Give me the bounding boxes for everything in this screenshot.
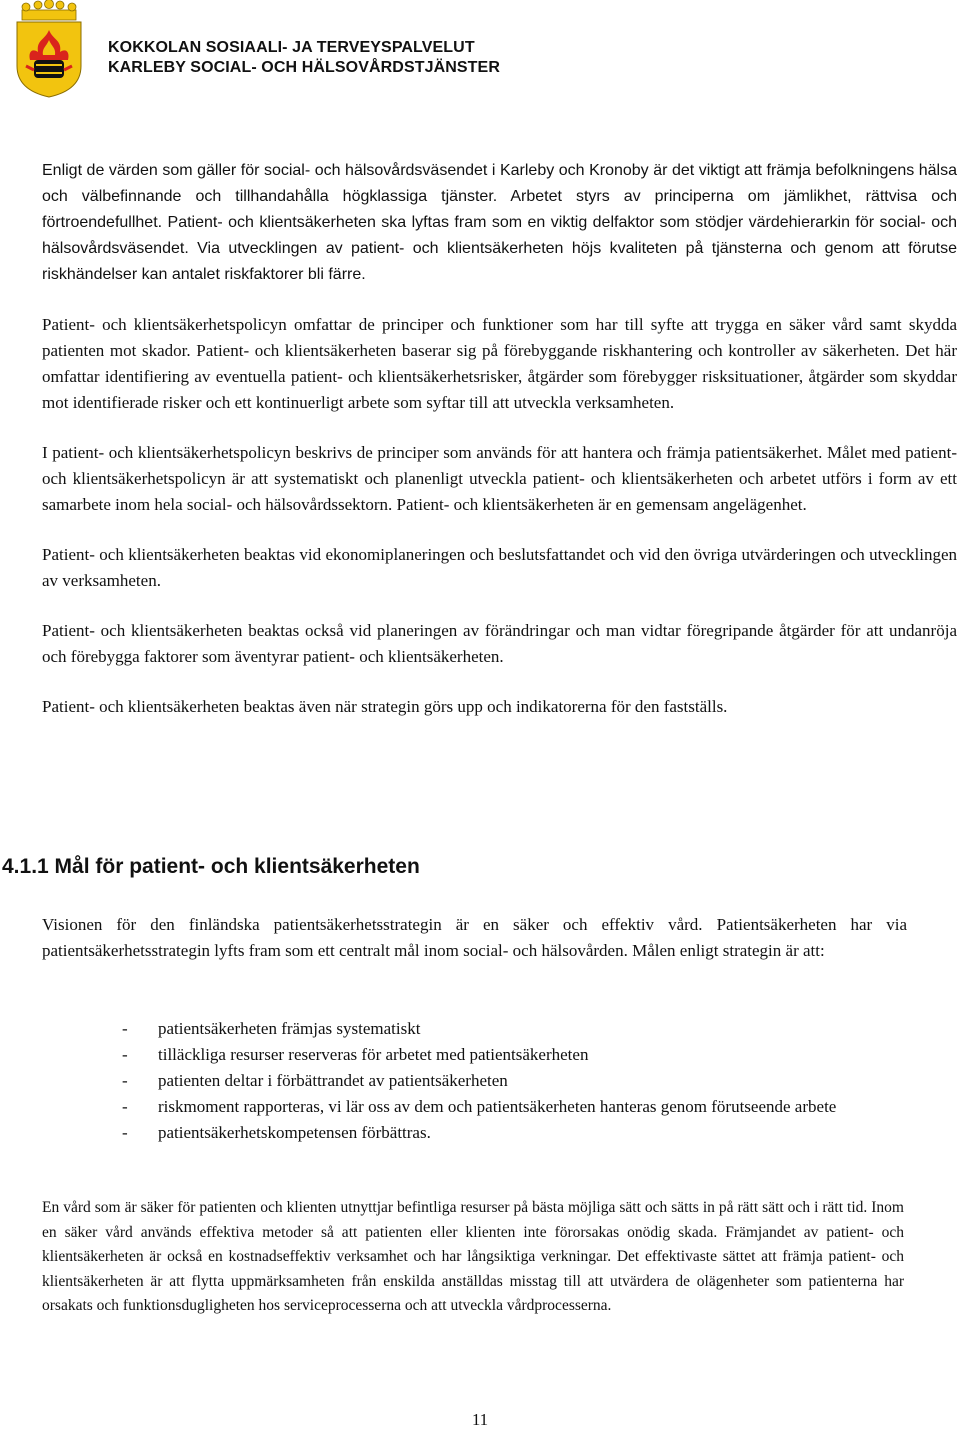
paragraph-policy-scope: Patient- och klientsäkerhetspolicyn omfattar de principer och funktioner som har till syfte att trygga en säker vård samt skydda patienten mot skador. Patient- och klientsäkerheten baserar sig på förebyggande riskhantering och kontroller av säkerheten. Det här omfattar identifiering av eventuella patient- och klientsäkerhetsrisker, åtgärder som förebygger risksituationer, åtgärder som skyddar mot identifierade risker och ett kontinuerligt arbete som syftar till att utveckla verksamheten. (42, 315, 957, 412)
section-body (42, 912, 907, 1146)
list-item (42, 1016, 907, 1042)
list-item (42, 1068, 907, 1094)
paragraph-safe-care: En vård som är säker för patienten och klienten utnyttjar befintliga resurser på bästa möjliga sätt och sätts in på rätt sätt och i rätt tid. Inom en säker vård används effektiva metoder så att patienten eller klienten inte förorsakas onödig skada. Främjandet av patient- och klientsäkerheten är också en kostnadseffektiv verksamhet och har långsiktiga verkningar. Det effektivaste sättet att främja patient- och klientsäkerheten är att flytta uppmärksamheten från enskilda anställdas misstag till att utvärdera de olägenheter som patienterna har orsakats och funktionsdugligheten hos serviceprocesserna och att utveckla vårdprocesserna. (42, 1199, 904, 1314)
list-item (42, 1042, 907, 1068)
paragraph-change-planning: Patient- och klientsäkerheten beaktas också vid planeringen av förändringar och man vidtar föregripande åtgärder för att undanröja och förebygga faktorer som äventyrar patient- och klientsäkerheten. (42, 621, 957, 666)
list-bullet: - (122, 1123, 128, 1142)
paragraph-policy-principles: I patient- och klientsäkerhetspolicyn beskrivs de principer som används för att hantera och främja patientsäkerhet. Målet med patient- och klientsäkerhetspolicyn är att systematiskt och planenligt utveckla patient- och klientsäkerheten och arbetet utförs i form av ett samarbete inom hela social- och hälsovårdssektorn. Patient- och klientsäkerheten är en gemensam angelägenhet. (42, 443, 957, 514)
coat-of-arms-logo (12, 0, 86, 98)
list-item-text: patienten deltar i förbättrandet av patientsäkerheten (158, 1071, 508, 1090)
list-item (42, 1094, 907, 1120)
list-bullet: - (122, 1045, 128, 1064)
document-body (42, 158, 957, 720)
list-item-text: riskmoment rapporteras, vi lär oss av dem och patientsäkerheten hanteras genom förutseende arbete (158, 1097, 837, 1116)
organization-name-finnish: KOKKOLAN SOSIAALI- JA TERVEYSPALVELUT (108, 39, 475, 56)
section-heading: 4.1.1 Mål för patient- och klientsäkerheten (2, 855, 420, 878)
list-bullet: - (122, 1097, 128, 1116)
paragraph-values: Enligt de värden som gäller för social- och hälsovårdsväsendet i Karleby och Kronoby är det viktigt att främja befolkningens hälsa och välbefinnande och tillhandahålla högklassiga tjänster. Arbetet styrs av principerna om jämlikhet, rättvisa och förtroendefullhet. Patient- och klientsäkerheten ska lyftas fram som en viktig delfaktor som stödjer värdehierarkin för social- och hälsovårdsväsendet. Via utvecklingen av patient- och klientsäkerheten höjs kvaliteten på tjänsterna och genom att förutse riskhändelser kan antalet riskfaktorer bli färre. (42, 162, 957, 283)
list-bullet: - (122, 1071, 128, 1090)
page-number: 11 (471, 1410, 489, 1429)
page-header (12, 0, 952, 100)
list-item-text: patientsäkerheten främjas systematiskt (158, 1019, 421, 1038)
closing-section (42, 1196, 904, 1319)
list-bullet: - (122, 1019, 128, 1038)
list-item-text: patientsäkerhetskompetensen förbättras. (158, 1123, 431, 1142)
paragraph-economic-planning: Patient- och klientsäkerheten beaktas vid ekonomiplaneringen och beslutsfattandet och vid den övriga utvärderingen och utvecklingen av verksamheten. (42, 545, 957, 590)
list-item-text: tilläckliga resurser reserveras för arbetet med patientsäkerheten (158, 1045, 589, 1064)
organization-name (108, 38, 500, 78)
paragraph-strategy: Patient- och klientsäkerheten beaktas även när strategin görs upp och indikatorerna för den fastställs. (42, 697, 728, 716)
organization-name-swedish: KARLEBY SOCIAL- OCH HÄLSOVÅRDSTJÄNSTER (108, 59, 500, 76)
goals-list (42, 1016, 907, 1146)
list-item (42, 1120, 907, 1146)
paragraph-vision: Visionen för den finländska patientsäkerhetsstrategin är en säker och effektiv vård. Patientsäkerheten har via patientsäkerhetsstrategin lyfts fram som ett centralt mål inom social- och hälsovården. Målen enligt strategin är att: (42, 915, 907, 960)
